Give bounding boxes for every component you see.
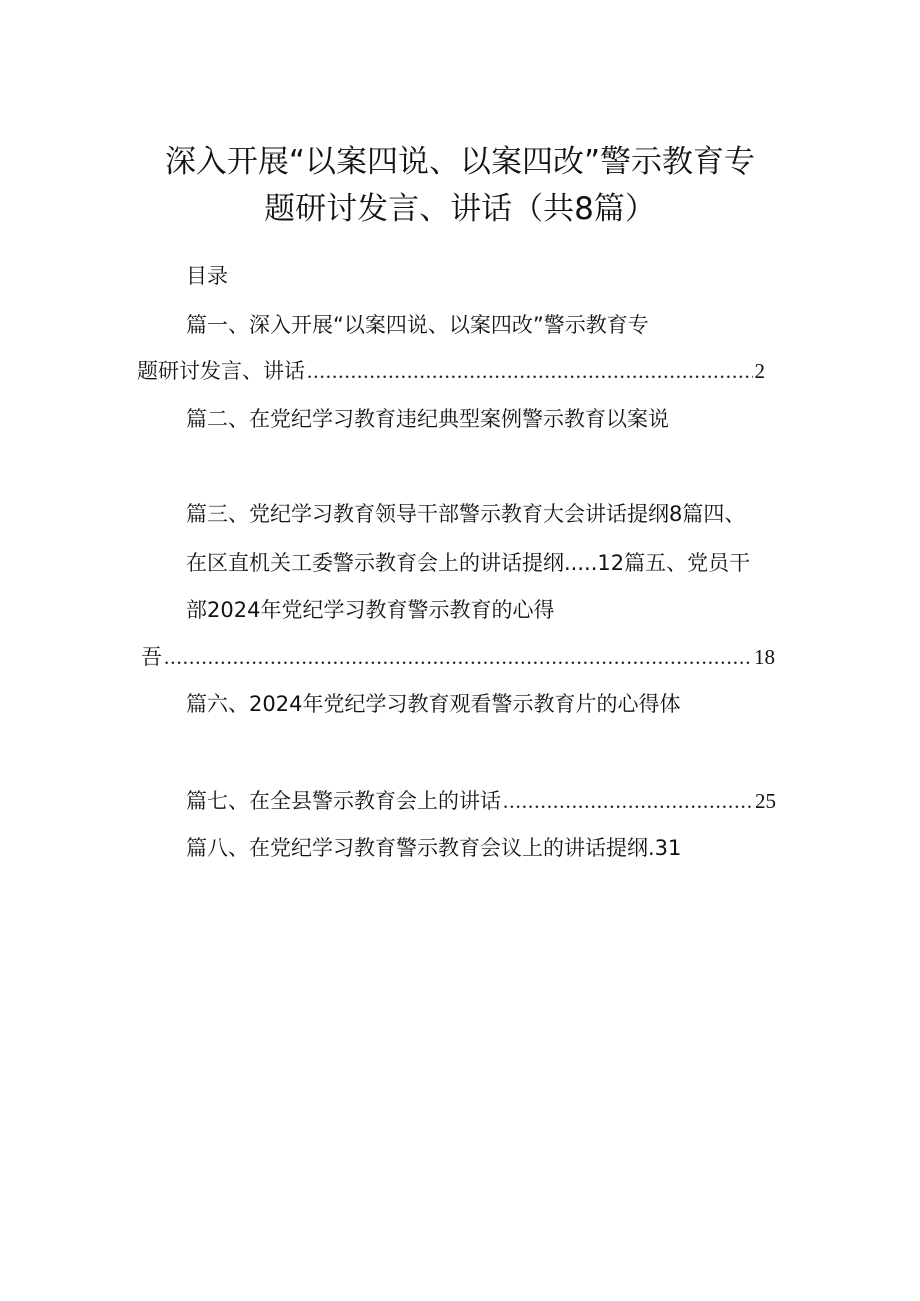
toc-item-5-title-tail: 吾: [141, 645, 162, 669]
toc-item-5-page: 18: [754, 645, 775, 669]
toc-item-2[interactable]: 篇二、在党纪学习教育违纪典型案例警示教育以案说: [186, 407, 669, 431]
toc-item-1-line-1[interactable]: 篇一、深入开展“以案四说、以案四改”警示教育专: [186, 313, 649, 337]
toc-item-8[interactable]: 篇八、在党纪学习教育警示教育会议上的讲话提纲.31: [186, 836, 682, 860]
toc-item-1-line-2[interactable]: [137, 357, 765, 385]
toc-item-7[interactable]: [186, 787, 776, 815]
toc-item-3-line-1[interactable]: 篇三、党纪学习教育领导干部警示教育大会讲话提纲8篇四、: [186, 502, 746, 526]
toc-item-7-page: 25: [755, 789, 776, 813]
document-title-line-2: 题研讨发言、讲话（共8篇）: [264, 191, 656, 227]
dot-leader: [164, 643, 752, 671]
toc-item-1-title-tail: 题研讨发言、讲话: [137, 359, 305, 383]
toc-heading: 目录: [186, 264, 228, 288]
toc-item-3-line-2[interactable]: 在区直机关工委警示教育会上的讲话提纲.....12篇五、党员干: [186, 551, 751, 575]
dot-leader: [307, 357, 753, 385]
document-title-line-1: 深入开展“以案四说、以案四改”警示教育专: [164, 144, 756, 180]
dot-leader: [503, 787, 753, 815]
toc-item-5-tail[interactable]: [141, 643, 775, 671]
toc-item-3-line-3[interactable]: 部2024年党纪学习教育警示教育的心得: [186, 598, 555, 622]
toc-item-1-page: 2: [754, 359, 765, 383]
toc-item-7-title: 篇七、在全县警示教育会上的讲话: [186, 789, 501, 813]
toc-item-6[interactable]: 篇六、2024年党纪学习教育观看警示教育片的心得体: [186, 692, 681, 716]
